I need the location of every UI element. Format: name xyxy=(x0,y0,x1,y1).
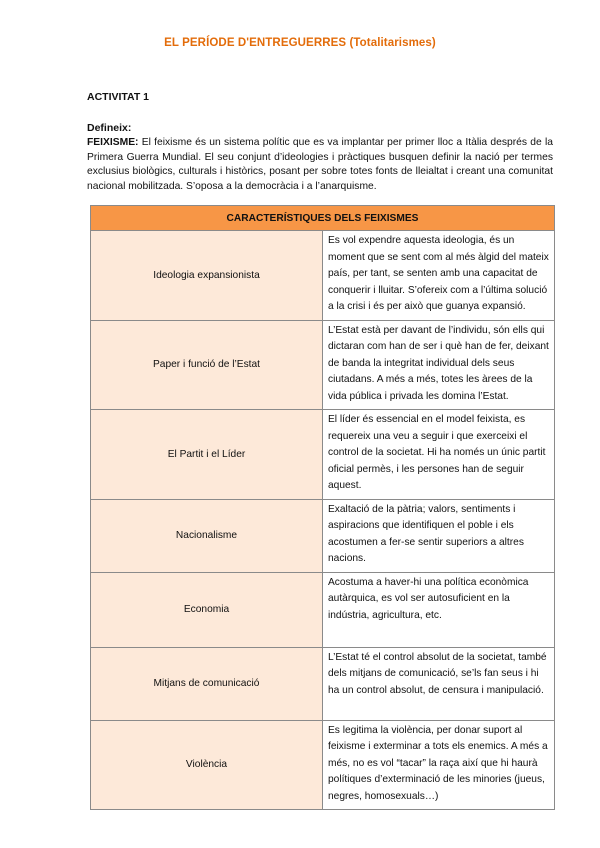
table-row xyxy=(91,499,555,572)
table-row xyxy=(91,320,555,410)
row-category: Ideologia expansionista xyxy=(91,231,323,321)
page-title: EL PERÍODE D'ENTREGUERRES (Totalitarismes) xyxy=(164,37,436,49)
table-header-row xyxy=(91,206,555,231)
row-category: Nacionalisme xyxy=(91,499,323,572)
row-category: Paper i funció de l’Estat xyxy=(91,320,323,410)
row-description: Es legitima la violència, per donar suport al feixisme i exterminar a tots els enemics. A més a més, no es vol “tacar” la raça així que hi haurà polítiques d’exterminació de les minories (jueus, negres, homosexuals…) xyxy=(323,720,555,810)
row-description: Es vol expendre aquesta ideologia, és un moment que se sent com al més àlgid del mateix país, per tant, se senten amb una capacitat de conquerir i lluitar. S’ofereix com a l’última solució a la crisi i és per això que guanya expansió. xyxy=(323,231,555,321)
row-description: L’Estat té el control absolut de la societat, també dels mitjans de comunicació, se’ls fan seus i hi ha un control absolut, de censura i manipulació. xyxy=(323,647,555,720)
definition-body: El feixisme és un sistema polític que es va implantar per primer lloc a Itàlia després de la Primera Guerra Mundial. El seu conjunt d’ideologies i pràctiques busquen definir la nació per termes exclusius biològics, culturals i històrics, posant per sobre totes fonts de lleialtat i creant una comunitat nacional mobilitzada. S’oposa a la democràcia i a l’anarquisme. xyxy=(87,137,553,192)
row-description: El líder és essencial en el model feixista, es requereix una veu a seguir i que exerceixi el control de la societat. Hi ha només un únic partit oficial permès, i les persones han de seguir aquest. xyxy=(323,410,555,500)
table-header: CARACTERÍSTIQUES DELS FEIXISMES xyxy=(91,206,555,231)
row-description: Acostuma a haver-hi una política econòmica autàrquica, es vol ser autosuficient en la indústria, agricultura, etc. xyxy=(323,572,555,647)
activity-heading: ACTIVITAT 1 xyxy=(87,91,150,103)
define-label: Defineix: xyxy=(87,122,132,134)
row-category: Violència xyxy=(91,720,323,810)
definition-term: FEIXISME: xyxy=(87,137,139,148)
table-row xyxy=(91,231,555,321)
row-description: Exaltació de la pàtria; valors, sentiments i aspiracions que identifiquen el poble i els acostumen a fer-se sentir superiors a altres nacions. xyxy=(323,499,555,572)
row-category: El Partit i el Líder xyxy=(91,410,323,500)
row-category: Mitjans de comunicació xyxy=(91,647,323,720)
characteristics-table xyxy=(90,205,555,810)
definition-paragraph xyxy=(87,136,553,194)
table-row xyxy=(91,720,555,810)
row-category: Economia xyxy=(91,572,323,647)
table-row xyxy=(91,647,555,720)
table-row xyxy=(91,410,555,500)
table-row xyxy=(91,572,555,647)
row-description: L’Estat està per davant de l’individu, són ells qui dictaran com han de ser i què han de fer, deixant de banda la integritat individual dels seus ciutadans. A més a més, totes les àrees de la vida pública i privada les domina l’Estat. xyxy=(323,320,555,410)
